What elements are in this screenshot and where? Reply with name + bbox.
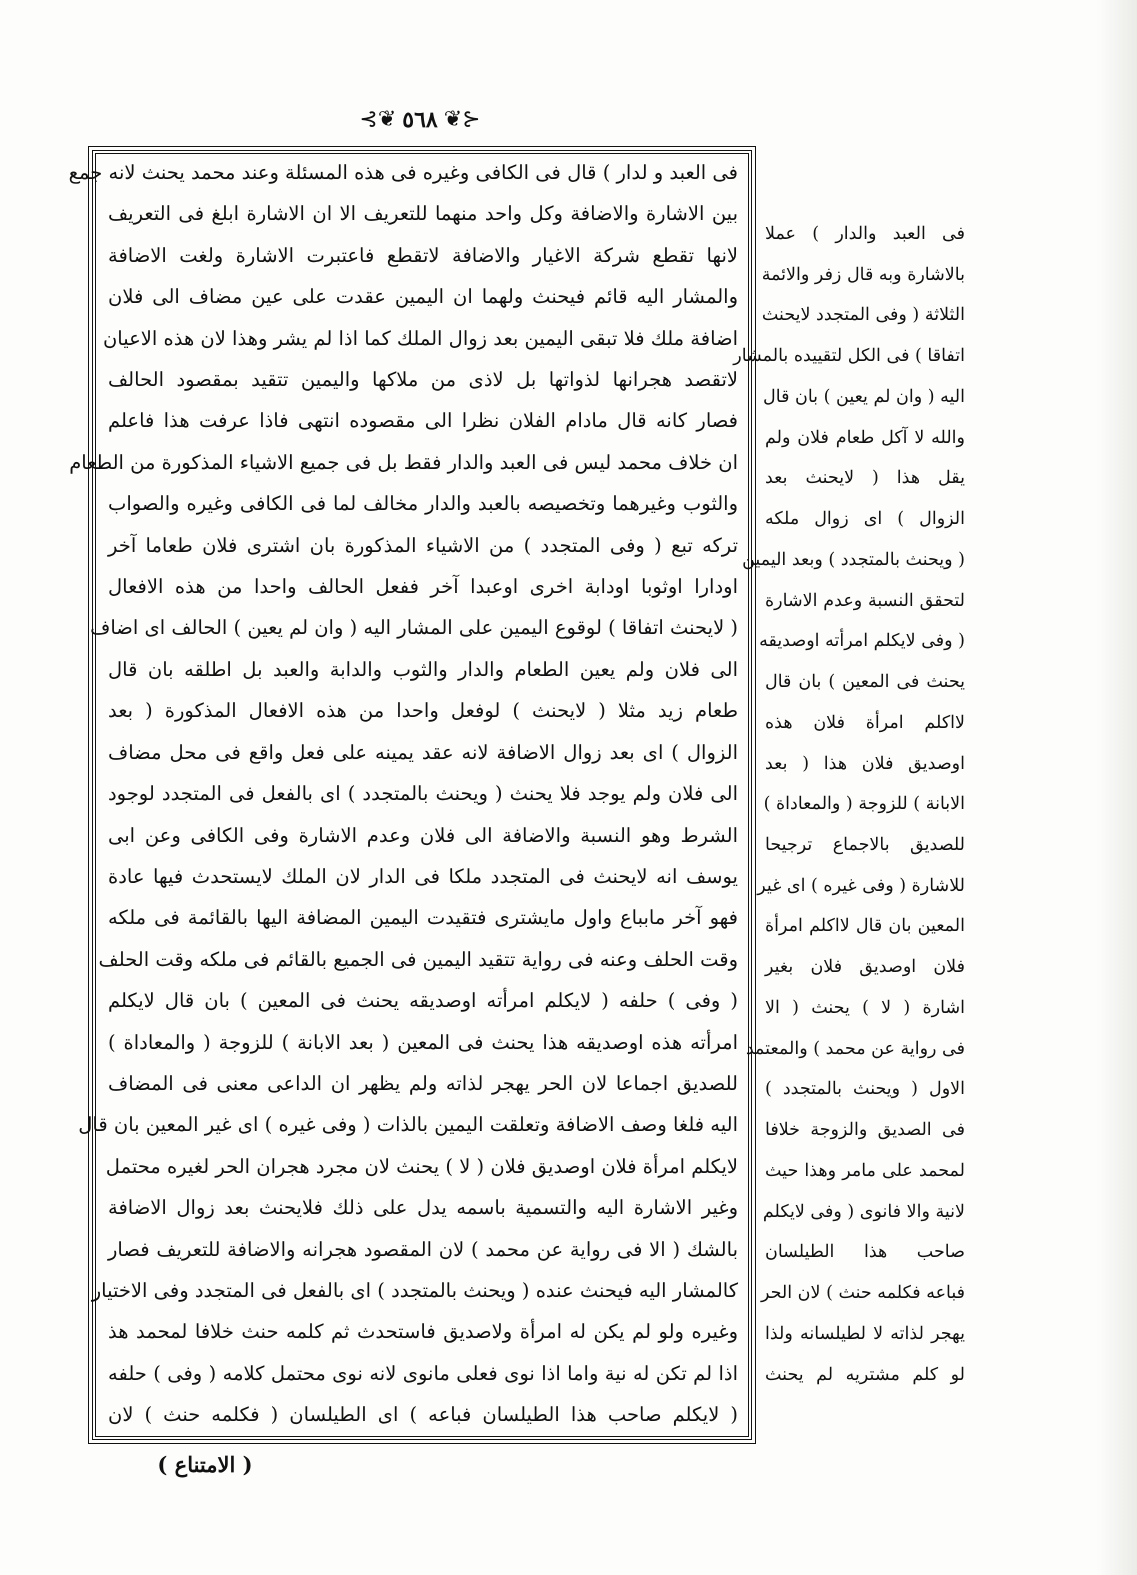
main-text-line: تركه تبع ( وفى المتجدد ) من الاشياء المذكورة بان اشترى فلان طعاما آخر <box>108 533 738 557</box>
margin-text-line: الابانة ) للزوجة ( والمعاداة ) <box>763 794 965 815</box>
margin-text-line: فباعه فكلمه حنث ) لان الحر <box>760 1283 965 1304</box>
ornament-right-icon: ❦⊱ <box>443 107 481 132</box>
main-text-line: لاتقصد هجرانها لذواتها بل لاذى من ملاكها واليمين تتقيد بمقصود الحالف <box>108 368 738 392</box>
main-text-line: لايكلم امرأة فلان اوصديق فلان ( لا ) يحنث لان مجرد هجران الحر لغيره محتمل <box>105 1154 738 1178</box>
main-text-line: وغير الاشارة اليه والتسمية باسمه يدل على ذلك فلايحنث بعد زوال الاضافة <box>108 1196 738 1220</box>
main-text-line: وقت الحلف وعنه فى رواية تتقيد اليمين فى الجميع بالقائم فى ملكه وقت الحلف <box>98 947 738 971</box>
margin-text-line: اليه ( وان لم يعين ) بان قال <box>763 386 965 407</box>
margin-text-line: المعين بان قال لااكلم امرأة <box>765 916 965 937</box>
margin-text-line: والله لا آكل طعام فلان ولم <box>765 427 965 448</box>
main-text-line: طعام زيد مثلا ( لايحنث ) لوفعل واحدا من هذه الافعال المذكورة ( بعد <box>108 699 738 723</box>
margin-text-line: لو كلم مشتريه لم يحنث <box>765 1364 965 1385</box>
main-text-line: لانها تقطع شركة الاغيار والاضافة لاتقطع فاعتبرت الاشارة ولغت الاضافة <box>108 243 738 267</box>
main-text-line: كالمشار اليه فيحنث عنده ( ويحنث بالمتجدد ) اى بالفعل فى المتجدد وفى الاختيار <box>91 1278 738 1302</box>
margin-text-line: للصديق بالاجماع ترجيحا <box>765 835 965 856</box>
main-text-line: الزوال ) اى بعد زوال الاضافة لانه عقد يمينه على فعل واقع فى محل مضاف <box>108 740 738 764</box>
catchword: ( الامتناع ) <box>157 1452 253 1477</box>
margin-text-line: لانية والا فانوى ( وفى لايكلم <box>762 1201 965 1222</box>
margin-text-line: ( ويحنث بالمتجدد ) وبعد اليمين <box>742 549 965 570</box>
main-text-line: بين الاشارة والاضافة وكل واحد منهما للتعريف الا ان الاشارة ابلغ فى التعريف <box>108 202 738 226</box>
main-text-frame <box>68 150 752 1440</box>
margin-text-line: لتحقق النسبة وعدم الاشارة <box>765 590 965 611</box>
main-text-line: اليه فلغا وصف الاضافة وتعلقت اليمين بالذات ( وفى غيره ) اى غير المعين بان قال <box>78 1113 738 1137</box>
margin-text-line: يحنث فى المعين ) بان قال <box>765 672 965 693</box>
margin-text-line: الثلاثة ( وفى المتجدد لايحنث <box>761 305 965 326</box>
main-text-line: فى العبد و لدار ) قال فى الكافى وغيره فى هذه المسئلة وعند محمد يحنث لانه جمع <box>68 161 738 184</box>
margin-text-line: لمحمد على مامر وهذا حيث <box>765 1160 965 1181</box>
main-text-line: يوسف انه لايحنث فى المتجدد ملكا فى الدار لان الملك لايستحدث فيها عادة <box>108 864 738 888</box>
margin-text-line: فى رواية عن محمد ) والمعتمد <box>745 1038 965 1059</box>
ornament-left-icon: ⊰❦ <box>359 107 397 132</box>
page-edge-shadow <box>1097 0 1137 1575</box>
page-number: ٥٦٨ <box>402 107 438 133</box>
main-text-line: الى فلان ولم يوجد فلا يحنث ( ويحنث بالمتجدد ) اى بالفعل فى المتجدد لوجود <box>108 782 738 806</box>
main-text-line: الشرط وهو النسبة والاضافة الى فلان وعدم الاشارة وفى الكافى وعن ابى <box>108 823 738 847</box>
margin-text-line: للاشارة ( وفى غيره ) اى غير <box>757 875 965 896</box>
margin-text-line: يهجر لذاته لا لطيلسانه ولذا <box>765 1323 965 1344</box>
main-text-line: اضافة ملك فلا تبقى اليمين بعد زوال الملك كما اذا لم يشر وهذا لان هذه الاعيان <box>102 326 738 350</box>
margin-text-line: ( وفى لايكلم امرأته اوصديقه <box>759 631 965 652</box>
margin-text-line: فلان اوصديق فلان بغير <box>765 957 965 978</box>
main-text-line: اودارا اوثوبا اودابة اخرى اوعبدا آخر ففعل الحالف واحدا من هذه الافعال <box>108 575 738 599</box>
main-text-line: فصار كانه قال مادام الفلان نظرا الى مقصوده انتهى فاذا عرفت هذا فاعلم <box>108 409 738 433</box>
margin-text-line: اتفاقا ) فى الكل لتقييده بالمشار <box>733 346 965 367</box>
margin-text-line: صاحب هذا الطيلسان <box>765 1242 965 1263</box>
margin-text-line: اوصديق فلان هذا ( بعد <box>765 753 965 774</box>
margin-text-line: الزوال ) اى زوال ملكه <box>765 509 965 530</box>
margin-text-line: بالاشارة وبه قال زفر والائمة <box>761 264 965 285</box>
main-text-line: والثوب وغيرهما وتخصيصه بالعبد والدار مخالف لما فى الكافى وغيره والصواب <box>108 492 738 516</box>
main-text-line: ( لايكلم صاحب هذا الطيلسان فباعه ) اى الطيلسان ( فكلمه حنث ) لان <box>108 1403 738 1427</box>
margin-text-line: اشارة ( لا ) يحنث ( الا <box>765 997 965 1018</box>
margin-text-line: لااكلم امرأة فلان هذه <box>765 712 965 733</box>
margin-text-line: فى العبد والدار ) عملا <box>765 224 965 244</box>
main-text-body <box>68 161 738 1427</box>
margin-text-line: الاول ( ويحنث بالمتجدد ) <box>765 1079 965 1100</box>
page-header <box>330 100 510 140</box>
main-text-line: فهو آخر مابباع واول مايشترى فتقيدت اليمين المضافة اليها بالقائمة فى ملكه <box>108 906 738 930</box>
main-text-line: ( وفى ) حلفه ( لايكلم امرأته اوصديقه يحنث فى المعين ) بان قال لايكلم <box>108 989 738 1013</box>
margin-text-line: فى الصديق والزوجة خلافا <box>765 1120 965 1141</box>
margin-text-line: يقل هذا ( لايحنث بعد <box>765 468 965 489</box>
main-text-line: ان خلاف محمد ليس فى العبد والدار فقط بل فى جميع الاشياء المذكورة من الطعام <box>69 450 738 474</box>
main-text-line: امرأته هذه اوصديقه هذا يحنث فى المعين ( بعد الابانة ) للزوجة ( والمعاداة ) <box>108 1030 738 1054</box>
margin-commentary <box>733 224 965 1385</box>
main-text-line: اذا لم تكن له نية واما اذا نوى فعلى مانوى لانه نوى محتمل كلامه ( وفى ) حلفه <box>108 1361 738 1385</box>
main-text-line: للصديق اجماعا لان الحر يهجر لذاته ولم يظهر ان الداعى معنى فى المضاف <box>108 1071 738 1095</box>
main-text-line: ( لايحنث اتفاقا ) لوقوع اليمين على المشار اليه ( وان لم يعين ) الحالف اى اضاف <box>90 616 738 640</box>
main-text-line: والمشار اليه قائم فيحنث ولهما ان اليمين عقدت على عين مضاف الى فلان <box>108 285 738 309</box>
main-text-line: وغيره ولو لم يكن له امرأة ولاصديق فاستحدث ثم كلمه حنث خلافا لمحمد هذ <box>108 1320 738 1344</box>
main-text-line: بالشك ( الا فى رواية عن محمد ) لان المقصود هجرانه والاضافة للتعريف فصار <box>108 1237 738 1261</box>
main-text-line: الى فلان ولم يعين الطعام والدار والثوب والدابة والعبد بل اطلقه بان قال <box>108 657 738 681</box>
